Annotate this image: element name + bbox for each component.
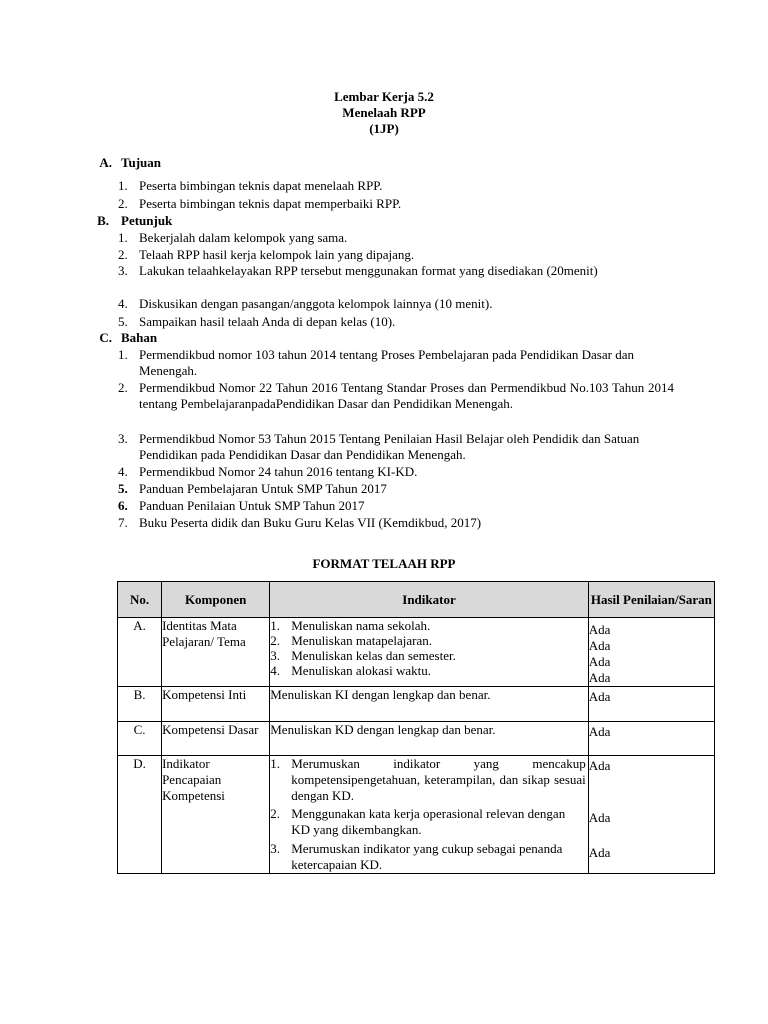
item-text: Menuliskan matapelajaran. xyxy=(291,633,433,648)
item-text: Menuliskan nama sekolah. xyxy=(291,618,431,633)
row-indikator xyxy=(270,756,589,874)
column-header-komponen: Komponen xyxy=(162,582,270,618)
table-row xyxy=(118,687,715,722)
item-text: Permendikbud Nomor 22 Tahun 2016 Tentang Standar Proses dan Permendikbud No.103 Tahun 2014 tentang PembelajaranpadaPendidikan Dasar dan Pendidikan Menengah. xyxy=(139,380,674,411)
item-number: 2. xyxy=(118,247,128,262)
item-text: Buku Peserta didik dan Buku Guru Kelas VII (Kemdikbud, 2017) xyxy=(139,515,482,530)
item-text: Menggunakan kata kerja operasional relevan dengan KD yang dikembangkan. xyxy=(291,806,566,837)
item-number: 2. xyxy=(270,633,280,648)
item-number: 1. xyxy=(118,230,128,245)
section-letter: B. xyxy=(97,213,109,228)
row-number: A. xyxy=(118,618,162,687)
row-number: C. xyxy=(118,722,162,756)
item-text: Lakukan telaahkelayakan RPP tersebut menggunakan format yang disediakan (20menit) xyxy=(139,263,598,278)
list-item xyxy=(270,756,588,804)
item-text: Panduan Penilaian Untuk SMP Tahun 2017 xyxy=(139,498,365,513)
row-hasil xyxy=(588,618,714,687)
row-indikator xyxy=(270,618,589,687)
item-text: Bekerjalah dalam kelompok yang sama. xyxy=(139,230,348,245)
worksheet-subtitle: Menelaah RPP xyxy=(342,105,426,120)
item-text: Diskusikan dengan pasangan/anggota kelompok lainnya (10 menit). xyxy=(139,296,493,311)
row-number: B. xyxy=(118,687,162,722)
item-text: Menuliskan alokasi waktu. xyxy=(291,663,431,678)
row-hasil xyxy=(588,756,714,874)
item-text: Sampaikan hasil telaah Anda di depan kelas (10). xyxy=(139,314,396,329)
item-text: Menuliskan kelas dan semester. xyxy=(291,648,456,663)
hasil-value: Ada xyxy=(588,845,611,860)
section-letter: C. xyxy=(99,330,112,345)
list-item xyxy=(270,663,588,678)
row-number: D. xyxy=(118,756,162,874)
indikator-list xyxy=(270,756,588,873)
row-komponen: Identitas Mata Pelajaran/ Tema xyxy=(162,618,270,687)
item-text: Peserta bimbingan teknis dapat menelaah RPP. xyxy=(139,178,383,193)
section-title: Tujuan xyxy=(121,155,161,170)
worksheet-title: Lembar Kerja 5.2 xyxy=(334,89,434,104)
row-komponen: Kompetensi Inti xyxy=(162,687,270,722)
item-number: 3. xyxy=(270,841,280,856)
row-komponen: Kompetensi Dasar xyxy=(162,722,270,756)
item-number: 3. xyxy=(270,648,280,663)
list-item xyxy=(270,633,588,648)
item-number: 2. xyxy=(270,806,280,821)
list-item xyxy=(270,806,588,838)
item-number: 1. xyxy=(118,178,128,193)
format-title: FORMAT TELAAH RPP xyxy=(312,556,456,571)
item-number: 4. xyxy=(118,296,128,311)
item-number: 2. xyxy=(118,196,128,211)
telaah-table xyxy=(117,581,715,874)
item-number: 5. xyxy=(118,314,128,329)
item-text: Panduan Pembelajaran Untuk SMP Tahun 2017 xyxy=(139,481,387,496)
item-number: 4. xyxy=(270,663,280,678)
item-text: Peserta bimbingan teknis dapat memperbaiki RPP. xyxy=(139,196,402,211)
item-text: Merumuskan indikator yang cukup sebagai penanda ketercapaian KD. xyxy=(291,841,563,872)
hasil-value: Ada xyxy=(588,638,611,653)
item-number: 6. xyxy=(118,498,128,513)
table-row xyxy=(118,722,715,756)
hasil-value: Ada xyxy=(588,622,611,637)
item-number: 3. xyxy=(118,431,128,446)
section-title: Petunjuk xyxy=(121,213,173,228)
column-header-indikator: Indikator xyxy=(270,582,589,618)
item-number: 3. xyxy=(118,263,128,278)
hasil-value: Ada xyxy=(588,810,611,825)
row-indikator: Menuliskan KD dengan lengkap dan benar. xyxy=(270,722,589,756)
item-number: 2. xyxy=(118,380,128,395)
column-header-no: No. xyxy=(118,582,162,618)
item-text: Permendikbud Nomor 24 tahun 2016 tentang KI-KD. xyxy=(139,464,418,479)
item-text: Telaah RPP hasil kerja kelompok lain yang dipajang. xyxy=(139,247,415,262)
item-number: 7. xyxy=(118,515,128,530)
row-indikator: Menuliskan KI dengan lengkap dan benar. xyxy=(270,687,589,722)
hasil-value: Ada xyxy=(588,670,611,685)
item-number: 4. xyxy=(118,464,128,479)
section-letter: A. xyxy=(99,155,112,170)
section-title: Bahan xyxy=(121,330,158,345)
item-number: 5. xyxy=(118,481,128,496)
item-text: Merumuskan indikator yang mencakup kompetensipengetahuan, keterampilan, dan sikap sesuai dengan KD. xyxy=(291,756,586,803)
list-item xyxy=(270,618,588,633)
item-number: 1. xyxy=(270,618,280,633)
hasil-value: Ada xyxy=(588,654,611,669)
column-header-hasil: Hasil Penilaian/Saran xyxy=(588,582,714,618)
list-item xyxy=(270,841,588,873)
indikator-list xyxy=(270,618,588,678)
hasil-value: Ada xyxy=(588,758,611,773)
item-number: 1. xyxy=(270,756,280,771)
table-header-row xyxy=(118,582,715,618)
row-hasil: Ada xyxy=(588,722,714,756)
item-text: Permendikbud nomor 103 tahun 2014 tentang Proses Pembelajaran pada Pendidikan Dasar dan Menengah. xyxy=(139,347,634,378)
worksheet-duration: (1JP) xyxy=(369,121,399,136)
row-hasil: Ada xyxy=(588,687,714,722)
table-row xyxy=(118,756,715,874)
row-komponen: Indikator Pencapaian Kompetensi xyxy=(162,756,270,874)
item-text: Permendikbud Nomor 53 Tahun 2015 Tentang Penilaian Hasil Belajar oleh Pendidik dan Satuan Pendidikan pada Pendidikan Dasar dan Pendidikan Menengah. xyxy=(139,431,640,462)
table-row xyxy=(118,618,715,687)
item-number: 1. xyxy=(118,347,128,362)
list-item xyxy=(270,648,588,663)
